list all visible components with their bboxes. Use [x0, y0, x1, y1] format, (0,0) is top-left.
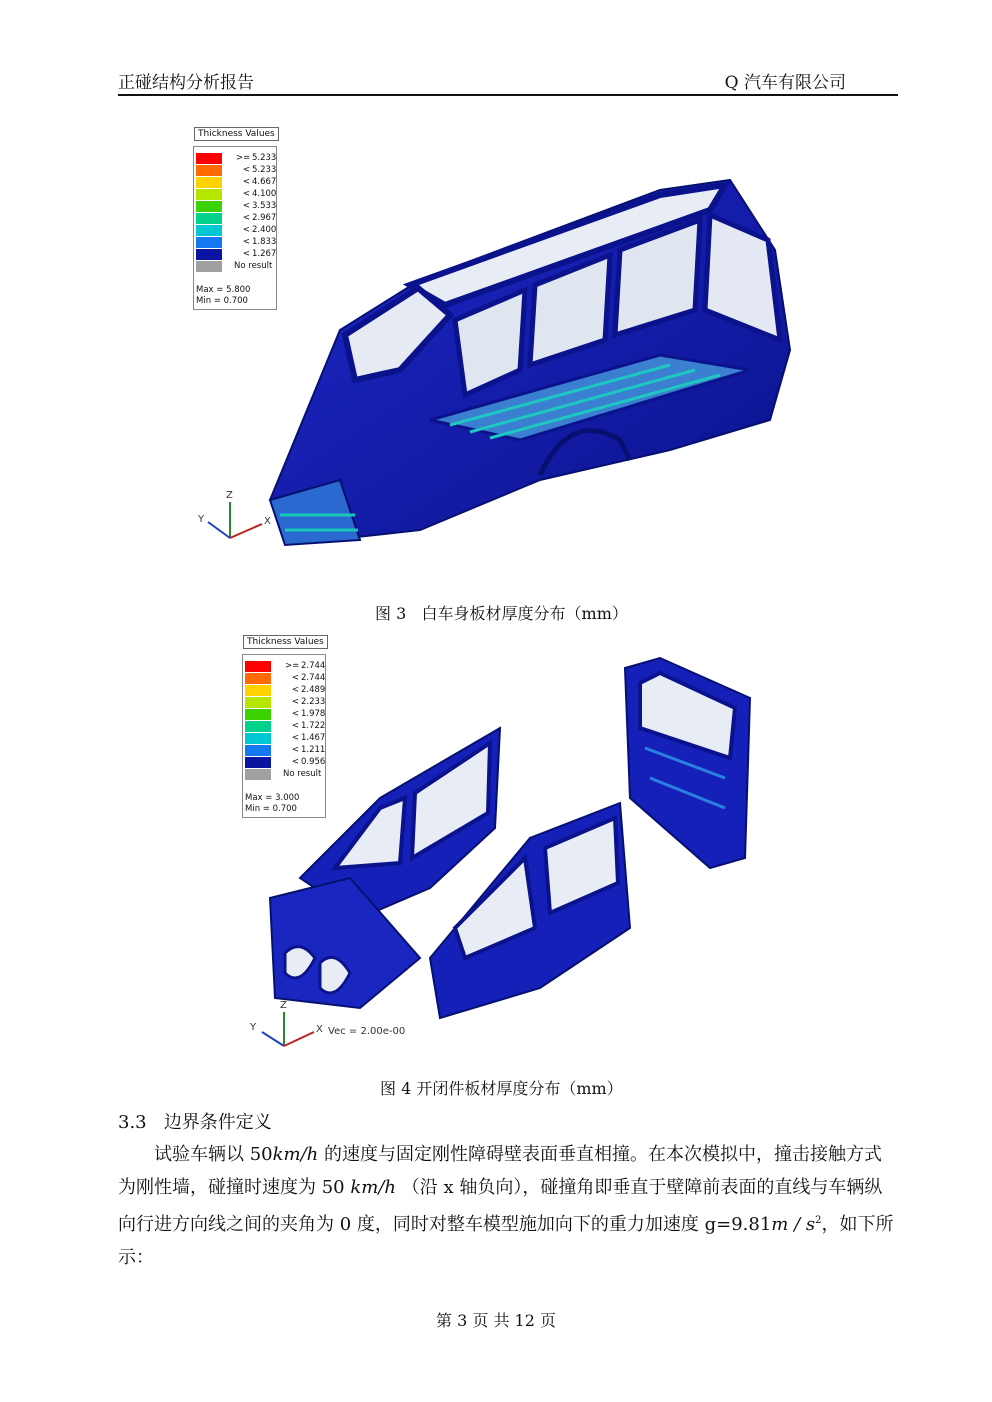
- legend-value: 1.833: [252, 237, 277, 247]
- axis-y-label: Y: [198, 514, 205, 525]
- legend-no-result-label: No result: [283, 769, 322, 779]
- legend-no-result-label: No result: [234, 261, 273, 271]
- legend-color-swatch: [196, 201, 222, 212]
- axis-y-label: Y: [250, 1022, 257, 1033]
- page-header: [118, 68, 898, 96]
- figure-4-caption: 图 4 开闭件板材厚度分布（mm）: [380, 1079, 623, 1098]
- legend-operator: >=: [236, 153, 251, 163]
- legend-value: 4.100: [252, 189, 277, 199]
- legend-operator: <: [291, 685, 299, 695]
- legend-color-swatch: [245, 757, 271, 768]
- legend-operator: <: [242, 213, 250, 223]
- legend-color-swatch: [245, 733, 271, 744]
- legend-color-swatch: [245, 745, 271, 756]
- legend-swatch-no-result: [245, 769, 271, 780]
- legend-min-label: Min =: [196, 296, 221, 306]
- legend-operator: <: [291, 721, 299, 731]
- paragraph-text: 试验车辆以 50km/h 的速度与固定刚性障碍壁表面垂直相撞。在本次模拟中，撞击接触方式为刚性墙，碰撞时速度为 50 km/h （沿 x 轴负向），碰撞角即垂直于壁障前表面的直线与车辆纵向行进方向线之间的夹角为 0 度，同时对整车模型施加向下的重力加速度 $g=9.81m / s^2$，如下所示：: [118, 1144, 894, 1268]
- legend-value: 1.978: [301, 709, 326, 719]
- legend-value: 2.489: [301, 685, 326, 695]
- axis-z-label: Z: [280, 1000, 287, 1011]
- legend-color-swatch: [196, 237, 222, 248]
- legend-color-swatch: [196, 165, 222, 176]
- legend-value: 2.744: [301, 661, 326, 671]
- legend-value: 2.967: [252, 213, 277, 223]
- legend-color-swatch: [245, 709, 271, 720]
- legend-operator: <: [291, 697, 299, 707]
- legend-value: 1.467: [301, 733, 326, 743]
- legend-value: 2.233: [301, 697, 326, 707]
- legend-value: 0.956: [301, 757, 326, 767]
- legend-color-swatch: [196, 153, 222, 164]
- legend-operator: <: [242, 165, 250, 175]
- legend-color-swatch: [245, 673, 271, 684]
- section-heading: [118, 1108, 272, 1134]
- legend-color-swatch: [245, 721, 271, 732]
- coordinate-axes: [249, 1000, 405, 1046]
- legend-title: Thickness Values: [194, 127, 279, 141]
- legend-min-label: Min =: [245, 804, 270, 814]
- legend-value: 3.533: [252, 201, 277, 211]
- legend-operator: <: [291, 757, 299, 767]
- legend-operator: >=: [285, 661, 300, 671]
- thickness-legend: [242, 637, 326, 818]
- coordinate-axes: [197, 490, 271, 538]
- legend-value: 1.722: [301, 721, 326, 731]
- body-paragraph: [118, 1138, 898, 1274]
- legend-operator: <: [242, 189, 250, 199]
- legend-operator: <: [242, 237, 250, 247]
- legend-color-swatch: [245, 685, 271, 696]
- vector-scale-label: Vec = 2.00e-00: [328, 1026, 406, 1037]
- legend-color-swatch: [196, 189, 222, 200]
- axis-x-label: X: [316, 1024, 323, 1035]
- axis-x-label: X: [264, 516, 271, 527]
- legend-value: 2.400: [252, 225, 277, 235]
- legend-operator: <: [291, 745, 299, 755]
- figure-4-closures: [240, 628, 780, 1058]
- legend-operator: <: [291, 709, 299, 719]
- legend-operator: <: [242, 177, 250, 187]
- section-title: 边界条件定义: [163, 1112, 272, 1133]
- page-footer: 第 3 页 共 12 页: [436, 1311, 556, 1330]
- section-number: 3.3: [118, 1112, 147, 1133]
- legend-value: 1.211: [301, 745, 326, 755]
- legend-max-value: 5.800: [226, 285, 251, 295]
- legend-value: 4.667: [252, 177, 277, 187]
- legend-operator: <: [291, 733, 299, 743]
- legend-operator: <: [242, 201, 250, 211]
- legend-max-label: Max =: [245, 793, 273, 803]
- legend-operator: <: [242, 249, 250, 259]
- legend-operator: <: [291, 673, 299, 683]
- legend-min-value: 0.700: [272, 804, 297, 814]
- header-report-title: 正碰结构分析报告: [118, 73, 254, 93]
- legend-value: 5.233: [252, 165, 277, 175]
- legend-value: 1.267: [252, 249, 277, 259]
- axis-z-label: Z: [226, 490, 233, 501]
- legend-swatch-no-result: [196, 261, 222, 272]
- legend-color-swatch: [245, 661, 271, 672]
- legend-color-swatch: [245, 697, 271, 708]
- header-company-name: Q 汽车有限公司: [724, 73, 846, 93]
- figure-3-body-in-white: [190, 120, 820, 560]
- legend-max-value: 3.000: [275, 793, 300, 803]
- figure-3-caption: [375, 601, 628, 624]
- legend-color-swatch: [196, 213, 222, 224]
- figure-3-caption-text: 白车身板材厚度分布（mm）: [421, 604, 628, 623]
- figure-3-caption-number: 图 3: [375, 604, 407, 623]
- legend-max-label: Max =: [196, 285, 224, 295]
- legend-color-swatch: [196, 225, 222, 236]
- legend-value: 2.744: [301, 673, 326, 683]
- legend-title: Thickness Values: [243, 635, 328, 649]
- legend-value: 5.233: [252, 153, 277, 163]
- legend-color-swatch: [196, 177, 222, 188]
- thickness-legend: [193, 129, 277, 310]
- legend-min-value: 0.700: [223, 296, 248, 306]
- body-in-white-render: [190, 120, 820, 560]
- legend-operator: <: [242, 225, 250, 235]
- legend-color-swatch: [196, 249, 222, 260]
